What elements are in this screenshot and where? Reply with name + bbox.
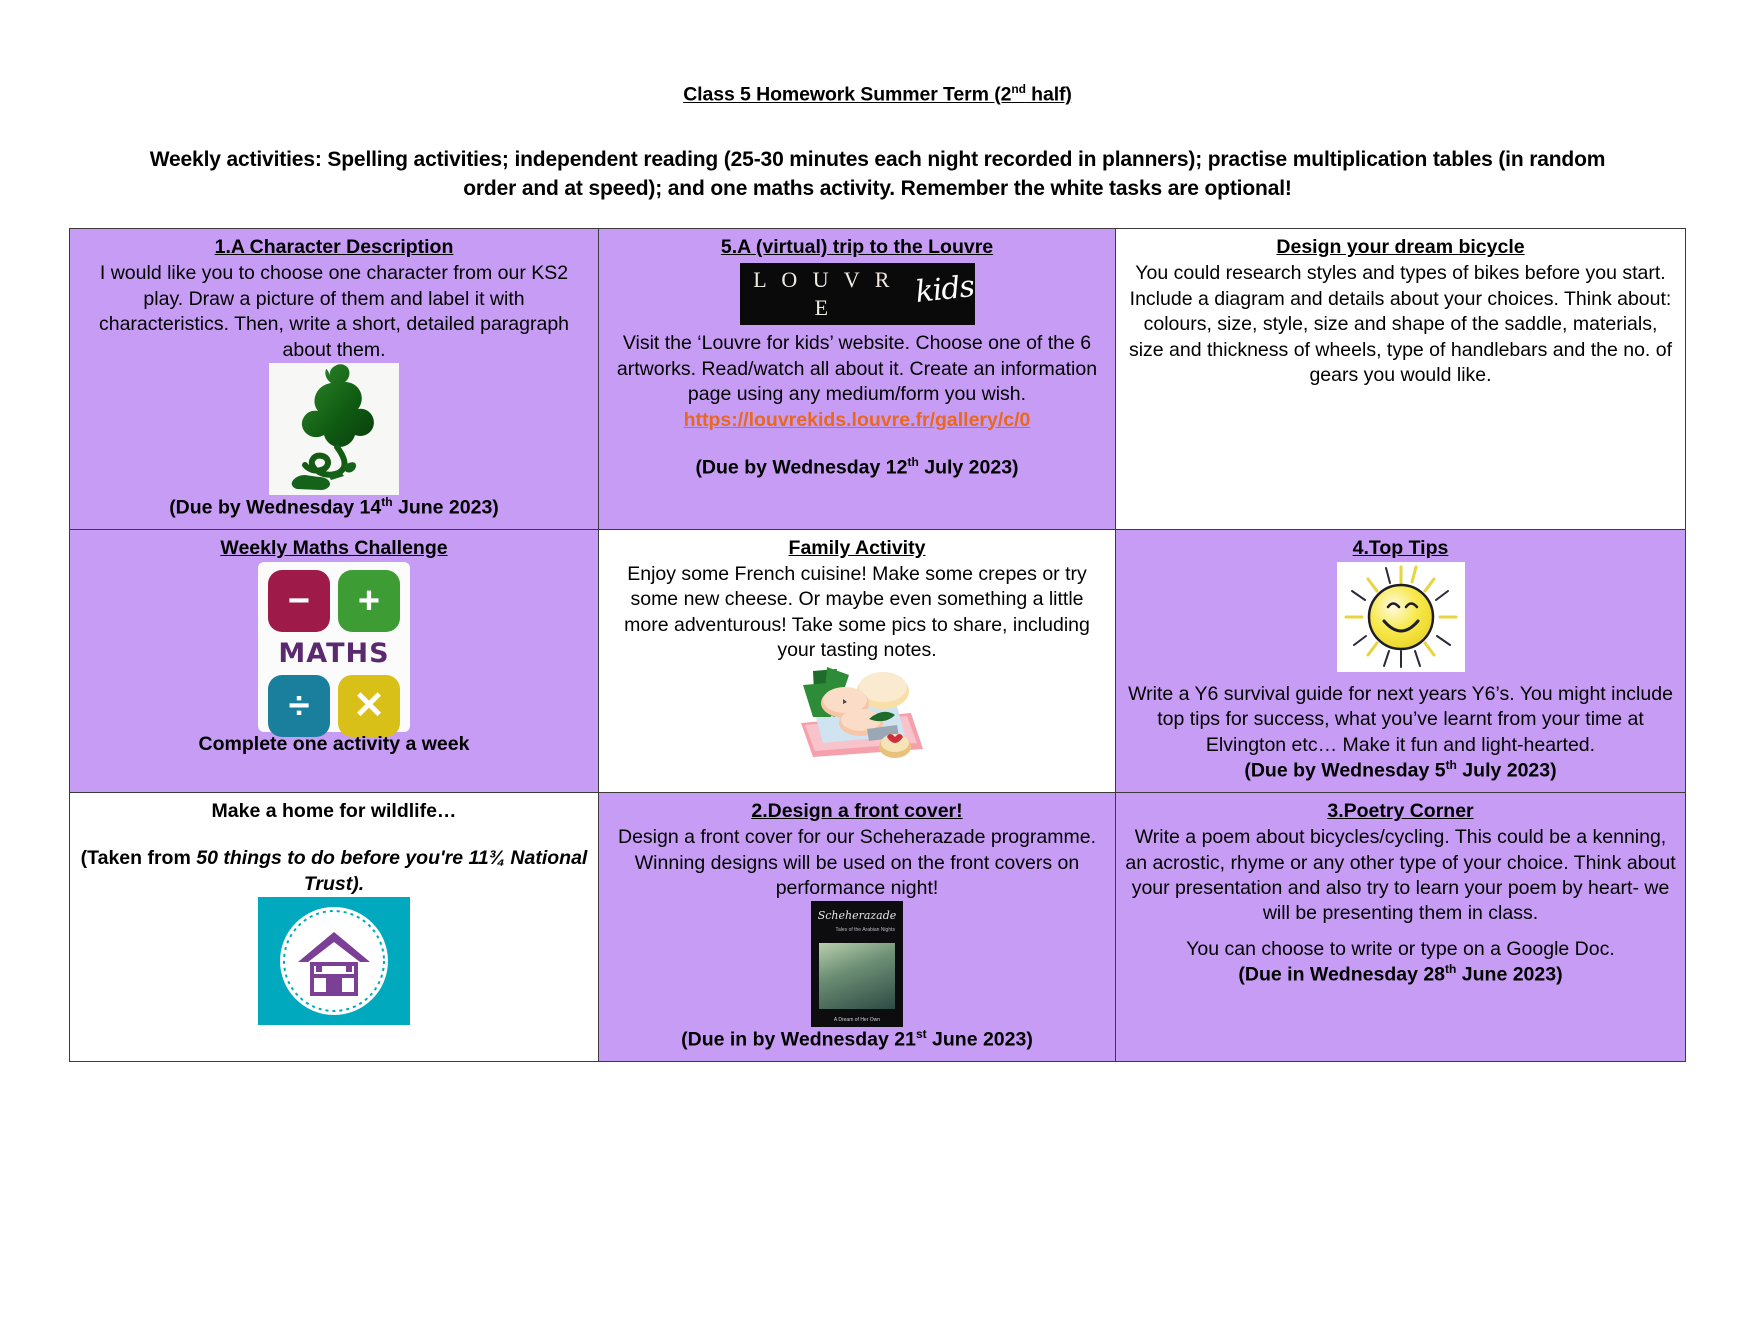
french-food-icon <box>783 663 931 759</box>
cell-title: 5.A (virtual) trip to the Louvre <box>720 236 994 259</box>
page-title <box>0 82 1755 107</box>
homework-grid-page <box>0 82 1755 1323</box>
louvre-wordmark: L O U V R E <box>753 266 895 321</box>
table-row <box>70 229 1686 530</box>
due-prefix: (Due in by Wednesday 21 <box>681 1028 916 1051</box>
due-suffix: July 2023) <box>918 456 1019 479</box>
cell-body: Write a poem about bicycles/cycling. This could be a kenning, an acrostic, rhyme or any other type of your choice. Think about your presentation and also try to learn your poem by heart- we will be presenting them in class. <box>1125 826 1676 925</box>
due-suffix: July 2023) <box>1456 759 1557 782</box>
cell-source-note <box>81 847 588 894</box>
due-ordinal: th <box>907 454 919 469</box>
cell-body: Enjoy some French cuisine! Make some crepes or try some new cheese. Or maybe even something a little more adventurous! Take some pics to share, including your tasting notes. <box>624 563 1090 662</box>
due-prefix: (Due by Wednesday 5 <box>1244 759 1446 782</box>
cell-body: Design a front cover for our Scheherazade programme. Winning designs will be used on the front covers on performance night! <box>618 826 1096 899</box>
due-ordinal: th <box>1445 961 1457 976</box>
scheherazade-cover-icon <box>811 901 903 1027</box>
due-suffix: June 2023) <box>926 1028 1033 1051</box>
minus-icon: − <box>268 570 330 632</box>
cell-title: 4.Top Tips <box>1352 536 1449 559</box>
national-trust-badge-icon <box>258 897 410 1025</box>
multiply-icon: ✕ <box>338 675 400 737</box>
cell-louvre-trip <box>599 229 1116 530</box>
scheherazade-cover-wrap <box>607 901 1107 1027</box>
plus-icon: + <box>338 570 400 632</box>
cell-home-for-wildlife <box>70 792 599 1061</box>
cell-due-date <box>1124 962 1677 988</box>
cell-due-date <box>607 455 1107 481</box>
cell-due-date <box>78 495 590 521</box>
sun-smiley-image-wrap <box>1124 562 1677 672</box>
cell-due-date <box>607 1027 1107 1053</box>
page-title-prefix: Class 5 Homework Summer Term (2 <box>683 83 1012 106</box>
cell-body: Visit the ‘Louvre for kids’ website. Choose one of the 6 artworks. Read/watch all about it. Create an information page using any medium/form you wish. <box>616 332 1098 406</box>
genie-lamp-icon <box>269 363 399 495</box>
cell-body: I would like you to choose one character from our KS2 play. Draw a picture of them and label it with characteristics. Then, write a short, detailed paragraph about them. <box>98 262 570 361</box>
cell-character-description <box>70 229 599 530</box>
homework-table <box>69 228 1686 1062</box>
cell-design-front-cover <box>599 792 1116 1061</box>
maths-wordmark: MATHS <box>278 638 390 670</box>
page-title-ordinal: nd <box>1011 82 1026 96</box>
cover-title: Scheherazade <box>817 909 897 923</box>
cell-dream-bicycle <box>1116 229 1686 530</box>
table-row <box>70 529 1686 792</box>
louvre-kids-link[interactable]: https://louvrekids.louvre.fr/gallery/c/0 <box>683 408 1031 431</box>
cell-title: 1.A Character Description <box>214 236 454 259</box>
spacer <box>607 433 1107 455</box>
french-food-image-wrap <box>607 663 1107 759</box>
cell-title: Weekly Maths Challenge <box>220 536 448 559</box>
cell-body: Write a Y6 survival guide for next years Y6’s. You might include top tips for success, what you’ve learnt from your time at Elvington etc… Make it fun and light-hearted. <box>1128 683 1673 756</box>
cell-title: Family Activity <box>788 536 926 559</box>
cover-artwork <box>819 943 895 1009</box>
cell-title: Make a home for wildlife… <box>211 799 457 822</box>
louvre-kids-logo-wrap <box>607 261 1107 331</box>
spacer <box>1124 672 1677 682</box>
cell-note: You can choose to write or type on a Google Doc. <box>1186 937 1615 960</box>
cell-weekly-maths-challenge <box>70 529 599 792</box>
cell-title: 2.Design a front cover! <box>751 799 963 822</box>
genie-lamp-image-wrap <box>78 363 590 495</box>
source-title: 50 things to do before you're 11¾ National Trust). <box>196 847 588 895</box>
due-prefix: (Due by Wednesday 14 <box>169 496 382 519</box>
due-suffix: June 2023) <box>392 496 499 519</box>
cell-family-activity <box>599 529 1116 792</box>
national-trust-badge-wrap <box>78 897 590 1025</box>
due-suffix: June 2023) <box>1456 963 1563 986</box>
cell-due-date <box>1124 758 1677 784</box>
spacer <box>78 824 590 846</box>
cell-top-tips <box>1116 529 1686 792</box>
due-ordinal: th <box>381 494 393 509</box>
louvre-kids-logo-icon <box>740 263 975 325</box>
spacer <box>1124 927 1677 937</box>
cell-title: Design your dream bicycle <box>1276 236 1525 259</box>
due-prefix: (Due by Wednesday 12 <box>695 456 908 479</box>
cover-subtitle: Tales of the Arabian Nights <box>835 927 895 934</box>
table-row <box>70 792 1686 1061</box>
cell-body: You could research styles and types of bikes before you start. Include a diagram and details about your choices. Think about: colours, size, style, size and shape of the saddle, materials, size and thickness of wheels, type of handlebars and the no. of gears you would like. <box>1128 262 1673 386</box>
cover-footer: A Dream of Her Own <box>833 1016 881 1023</box>
kids-script-wordmark: kids <box>913 269 976 310</box>
due-ordinal: st <box>915 1027 927 1042</box>
maths-icon <box>258 562 410 732</box>
divide-icon: ÷ <box>268 675 330 737</box>
weekly-activities-intro: Weekly activities: Spelling activities; independent reading (25-30 minutes each night recorded in planners); practise multiplication tables (in random order and at speed); and one maths activity. Remember the white tasks are optional! <box>149 147 1606 201</box>
cell-footer-note: Complete one activity a week <box>198 733 470 756</box>
cell-poetry-corner <box>1116 792 1686 1061</box>
due-prefix: (Due in Wednesday 28 <box>1238 963 1446 986</box>
maths-icon-wrap <box>78 562 590 732</box>
cell-title: 3.Poetry Corner <box>1327 799 1474 822</box>
sun-smiley-icon <box>1337 562 1465 672</box>
source-prefix: (Taken from <box>80 847 197 870</box>
due-ordinal: th <box>1445 758 1457 773</box>
page-title-suffix: half) <box>1025 83 1072 106</box>
